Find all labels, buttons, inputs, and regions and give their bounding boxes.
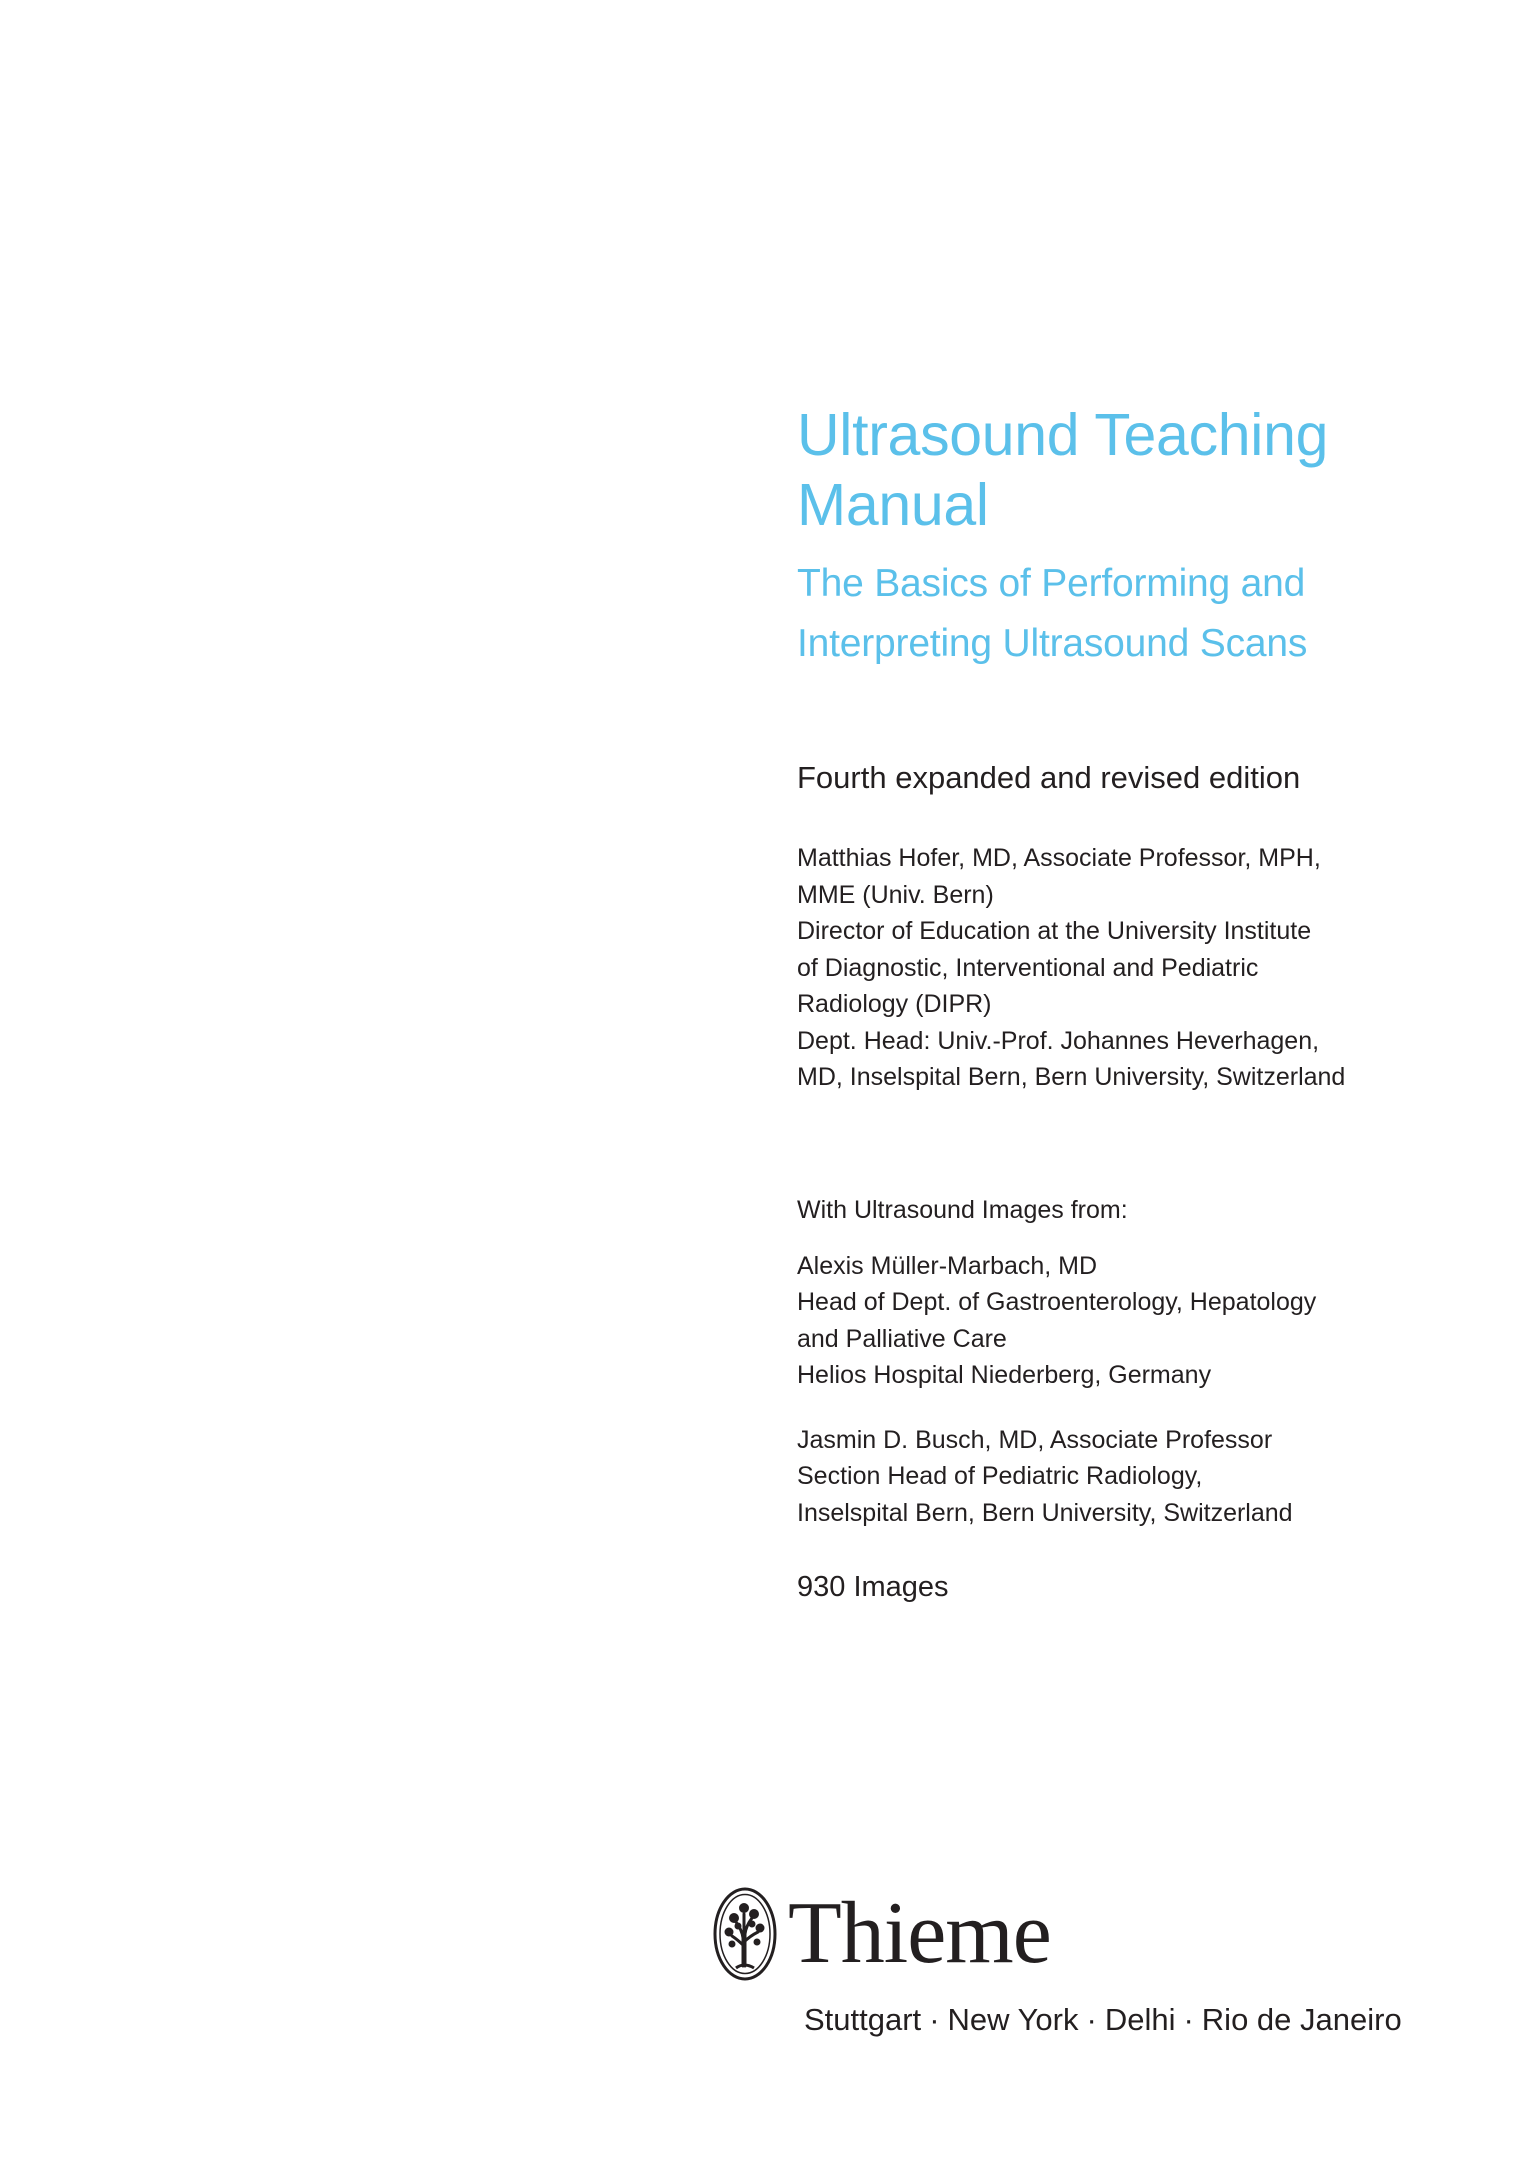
contributor-busch [797,1422,1437,1532]
contributor-line: Inselspital Bern, Bern University, Switzerland [797,1498,1293,1527]
book-title [797,400,1437,540]
city: Rio de Janeiro [1201,2002,1402,2037]
city: New York [947,2002,1079,2037]
city-separator: · [1183,2002,1194,2037]
city: Stuttgart [804,2002,922,2037]
author-line: of Diagnostic, Interventional and Pediatric [797,953,1259,982]
images-count: 930 Images [797,1571,949,1603]
contributor-line: Jasmin D. Busch, MD, Associate Professor [797,1425,1273,1454]
city-separator: · [1086,2002,1097,2037]
tree-emblem-icon [712,1886,778,1982]
contributors-heading: With Ultrasound Images from: [797,1195,1128,1224]
book-subtitle [797,554,1437,674]
contributor-line: Alexis Müller-Marbach, MD [797,1251,1098,1280]
publisher-block [712,1886,1432,2040]
contributor-line: and Palliative Care [797,1324,1007,1353]
author-line: Dept. Head: Univ.-Prof. Johannes Heverhagen, [797,1026,1320,1055]
contributor-line: Section Head of Pediatric Radiology, [797,1462,1203,1490]
title-block [797,400,1437,1607]
publisher-name: Thieme [788,1885,1051,1982]
city: Delhi [1104,2002,1176,2037]
author-line: Director of Education at the University Institute [797,917,1312,945]
author-line: Matthias Hofer, MD, Associate Professor, MPH, [797,844,1321,872]
book-subtitle-line-1: The Basics of Performing and [797,562,1306,605]
book-title-line-1: Ultrasound Teaching [797,402,1329,468]
book-subtitle-line-2: Interpreting Ultrasound Scans [797,622,1308,665]
edition-statement: Fourth expanded and revised edition [797,760,1301,795]
contributor-mueller-marbach [797,1248,1437,1394]
book-title-line-2: Manual [797,472,989,538]
contributor-line: Head of Dept. of Gastroenterology, Hepatology [797,1288,1317,1316]
author-line: Radiology (DIPR) [797,990,992,1018]
contributor-line: Helios Hospital Niederberg, Germany [797,1361,1212,1389]
author-info [797,840,1437,1096]
publisher-cities [804,2000,1432,2040]
city-separator: · [929,2002,940,2037]
author-line: MD, Inselspital Bern, Bern University, Switzerland [797,1063,1346,1091]
publisher-logo [712,1886,1432,1982]
author-line: MME (Univ. Bern) [797,880,994,909]
